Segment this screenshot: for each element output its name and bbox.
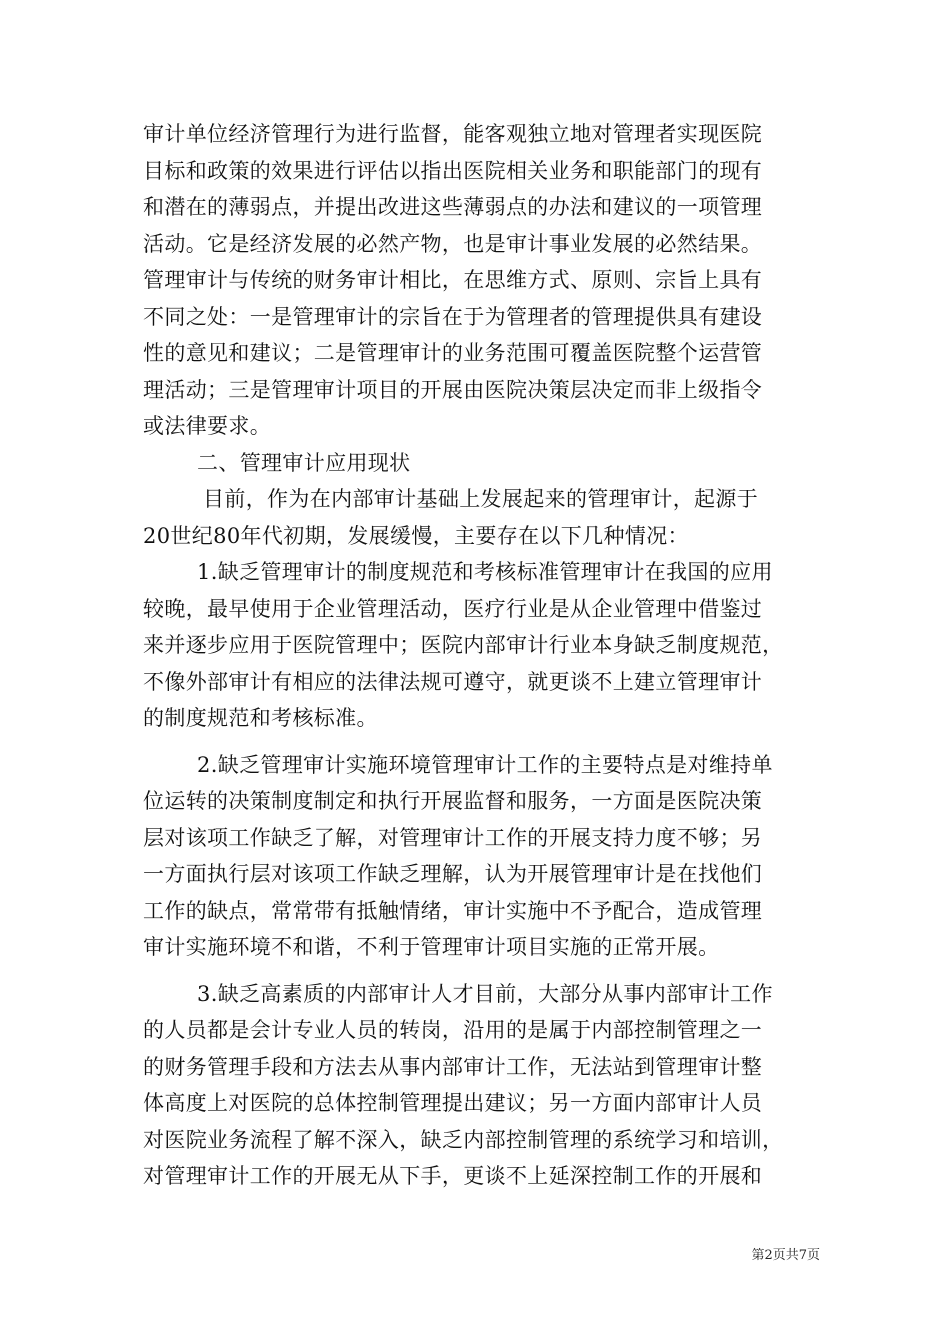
- text-line: 活动。它是经济发展的必然产物，也是审计事业发展的必然结果。: [143, 231, 763, 256]
- document-body: [143, 116, 813, 1195]
- text-line: 20世纪80年代初期，发展缓慢，主要存在以下几种情况：: [143, 523, 689, 548]
- paragraph-start-line: 1.缺乏管理审计的制度规范和考核标准管理审计在我国的应用: [197, 560, 773, 584]
- text-line: 较晚，最早使用于企业管理活动，医疗行业是从企业管理中借鉴过: [143, 596, 763, 621]
- text-line: 对医院业务流程了解不深入，缺乏内部控制管理的系统学习和培训，: [143, 1127, 784, 1152]
- paragraph-gap: [143, 966, 813, 976]
- text-line: 的人员都是会计专业人员的转岗，沿用的是属于内部控制管理之一: [143, 1018, 763, 1042]
- text-line: 性的意见和建议；二是管理审计的业务范围可覆盖医院整个运营管: [143, 341, 763, 365]
- text-line: 理活动；三是管理审计项目的开展由医院决策层决定而非上级指令: [143, 377, 763, 402]
- text-line: 的财务管理手段和方法去从事内部审计工作，无法站到管理审计整: [143, 1054, 763, 1079]
- text-line: 层对该项工作缺乏了解，对管理审计工作的开展支持力度不够；另: [143, 825, 763, 850]
- text-line: 审计实施环境不和谐，不利于管理审计项目实施的正常开展。: [143, 935, 720, 959]
- paragraph-start-line: 3.缺乏高素质的内部审计人才目前，大部分从事内部审计工作: [197, 981, 773, 1006]
- text-line: 管理审计与传统的财务审计相比，在思维方式、原则、宗旨上具有: [143, 268, 763, 292]
- section-heading: 二、管理审计应用现状: [197, 450, 411, 475]
- text-line: 不同之处：一是管理审计的宗旨在于为管理者的管理提供具有建设: [143, 304, 763, 329]
- text-line: 位运转的决策制度制定和执行开展监督和服务，一方面是医院决策: [143, 789, 763, 813]
- paragraph-start-line: 目前，作为在内部审计基础上发展起来的管理审计，起源于: [203, 487, 759, 511]
- text-line: 不像外部审计有相应的法律法规可遵守，就更谈不上建立管理审计: [143, 669, 763, 694]
- text-line: 来并逐步应用于医院管理中；医院内部审计行业本身缺乏制度规范，: [143, 633, 784, 657]
- text-line: 体高度上对医院的总体控制管理提出建议；另一方面内部审计人员: [143, 1091, 763, 1115]
- text-line: 的制度规范和考核标准。: [143, 706, 378, 730]
- page-number-footer: 第2页共7页: [751, 1248, 820, 1263]
- text-line: 审计单位经济管理行为进行监督，能客观独立地对管理者实现医院: [143, 122, 763, 146]
- paragraph-gap: [143, 737, 813, 747]
- text-line: 一方面执行层对该项工作缺乏理解，认为开展管理审计是在找他们: [143, 862, 763, 886]
- text-line: 目标和政策的效果进行评估以指出医院相关业务和职能部门的现有: [143, 158, 763, 183]
- text-line: 或法律要求。: [143, 414, 272, 438]
- paragraph-start-line: 2.缺乏管理审计实施环境管理审计工作的主要特点是对维持单: [197, 752, 773, 777]
- text-line: 对管理审计工作的开展无从下手，更谈不上延深控制工作的开展和: [143, 1164, 763, 1188]
- text-line: 工作的缺点，常常带有抵触情绪，审计实施中不予配合，造成管理: [143, 898, 763, 923]
- text-line: 和潜在的薄弱点，并提出改进这些薄弱点的办法和建议的一项管理: [143, 195, 763, 219]
